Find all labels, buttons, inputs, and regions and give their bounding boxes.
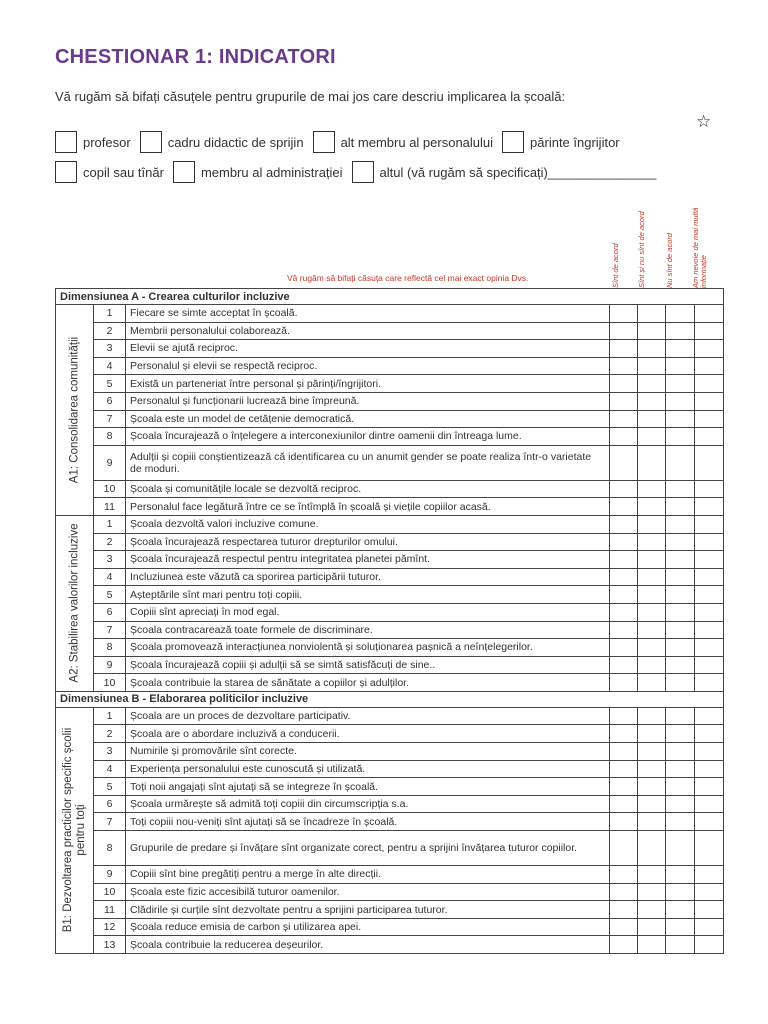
answer-cell[interactable] <box>610 813 638 831</box>
answer-cell[interactable] <box>610 621 638 639</box>
answer-cell[interactable] <box>666 918 695 936</box>
item-number: 5 <box>94 375 126 393</box>
item-text: Școala are o abordare incluzivă a conducerii. <box>126 725 610 743</box>
item-text: Personalul și funcționarii lucrează bine împreună. <box>126 392 610 410</box>
answer-cell[interactable] <box>610 586 638 604</box>
item-text: Incluziunea este văzută ca sporirea participării tuturor. <box>126 568 610 586</box>
answer-cell[interactable] <box>695 674 724 692</box>
item-text: Există un parteneriat între personal și părinți/îngrijitori. <box>126 375 610 393</box>
answer-cell[interactable] <box>695 639 724 657</box>
answer-cell[interactable] <box>666 795 695 813</box>
answer-cell[interactable] <box>638 795 666 813</box>
item-number: 4 <box>94 760 126 778</box>
answer-cell[interactable] <box>638 586 666 604</box>
answer-cell[interactable] <box>666 428 695 446</box>
checkbox-alt-membru[interactable] <box>313 131 335 153</box>
answer-column-header: Sînt și nu sînt de acord <box>637 211 646 288</box>
item-number: 1 <box>94 305 126 323</box>
answer-cell[interactable] <box>695 656 724 674</box>
answer-cell[interactable] <box>638 656 666 674</box>
section-label <box>56 305 94 516</box>
table-row <box>56 392 724 410</box>
answer-cell[interactable] <box>610 340 638 358</box>
answer-cell[interactable] <box>638 831 666 866</box>
item-text: Experiența personalului este cunoscută și utilizată. <box>126 760 610 778</box>
item-text: Școala urmărește să admită toți copiii din circumscripția s.a. <box>126 795 610 813</box>
answer-cell[interactable] <box>666 831 695 866</box>
answer-cell[interactable] <box>666 375 695 393</box>
item-number: 1 <box>94 707 126 725</box>
answer-cell[interactable] <box>695 866 724 884</box>
item-text: Școala contracarează toate formele de discriminare. <box>126 621 610 639</box>
checkbox-profesor[interactable] <box>55 131 77 153</box>
answer-cell[interactable] <box>638 375 666 393</box>
item-text: Școala este un model de cetățenie democratică. <box>126 410 610 428</box>
answer-cell[interactable] <box>695 340 724 358</box>
answer-cell[interactable] <box>695 743 724 761</box>
answer-column-header: Am nevoie de mai multă informație <box>691 207 708 288</box>
item-number: 3 <box>94 551 126 569</box>
answer-cell[interactable] <box>610 322 638 340</box>
item-text: Școala dezvoltă valori incluzive comune. <box>126 515 610 533</box>
answer-cell[interactable] <box>610 795 638 813</box>
answer-cell[interactable] <box>695 410 724 428</box>
checkbox-administratie[interactable] <box>173 161 195 183</box>
item-number: 9 <box>94 445 126 480</box>
answer-cell[interactable] <box>638 551 666 569</box>
answer-cell[interactable] <box>695 498 724 516</box>
item-number: 5 <box>94 586 126 604</box>
answer-cell[interactable] <box>666 392 695 410</box>
answer-cell[interactable] <box>638 883 666 901</box>
answer-cell[interactable] <box>695 760 724 778</box>
answer-column-header: Nu sînt de acord <box>665 232 674 288</box>
checkbox-parinte[interactable] <box>502 131 524 153</box>
answer-cell[interactable] <box>610 674 638 692</box>
answer-cell[interactable] <box>638 603 666 621</box>
respondent-options-row-2 <box>55 161 665 183</box>
table-row <box>56 375 724 393</box>
item-text: Școala încurajează respectul pentru integritatea planetei pămînt. <box>126 551 610 569</box>
answer-cell[interactable] <box>638 533 666 551</box>
table-row <box>56 760 724 778</box>
checkbox-label: copil sau tînăr <box>83 164 164 180</box>
answer-cell[interactable] <box>638 498 666 516</box>
answer-cell[interactable] <box>666 883 695 901</box>
table-row <box>56 515 724 533</box>
item-text: Școala și comunitățile locale se dezvoltă reciproc. <box>126 480 610 498</box>
answer-cell[interactable] <box>638 936 666 954</box>
table-row <box>56 743 724 761</box>
section-label <box>56 707 94 953</box>
answer-cell[interactable] <box>666 603 695 621</box>
item-text: Școala încurajează copiii și adulții să se simtă satisfăcuți de sine.. <box>126 656 610 674</box>
answer-cell[interactable] <box>610 568 638 586</box>
instruction-text: Vă rugăm să bifați căsuța care reflectă cel mai exact opinia Dvs. <box>287 273 529 283</box>
table-row <box>56 428 724 446</box>
answer-cell[interactable] <box>638 918 666 936</box>
answer-cell[interactable] <box>695 901 724 919</box>
checkbox-copil[interactable] <box>55 161 77 183</box>
answer-cell[interactable] <box>666 813 695 831</box>
table-row <box>56 656 724 674</box>
answer-cell[interactable] <box>610 901 638 919</box>
table-row <box>56 410 724 428</box>
answer-cell[interactable] <box>695 533 724 551</box>
item-number: 2 <box>94 725 126 743</box>
table-row <box>56 831 724 866</box>
item-text: Membrii personalului colaborează. <box>126 322 610 340</box>
item-number: 9 <box>94 656 126 674</box>
table-row <box>56 778 724 796</box>
table-row <box>56 725 724 743</box>
answer-cell[interactable] <box>695 831 724 866</box>
item-number: 6 <box>94 795 126 813</box>
item-number: 5 <box>94 778 126 796</box>
checkbox-cadru-didactic[interactable] <box>140 131 162 153</box>
item-number: 8 <box>94 831 126 866</box>
item-text: Toți copiii nou-veniți sînt ajutați să se încadreze în școală. <box>126 813 610 831</box>
answer-cell[interactable] <box>695 918 724 936</box>
answer-cell[interactable] <box>610 357 638 375</box>
answer-cell[interactable] <box>695 778 724 796</box>
answer-cell[interactable] <box>666 621 695 639</box>
dimension-title: Dimensiunea B - Elaborarea politicilor incluzive <box>56 691 724 707</box>
answer-cell[interactable] <box>638 760 666 778</box>
item-text: Copiii sînt apreciați în mod egal. <box>126 603 610 621</box>
answer-cell[interactable] <box>638 866 666 884</box>
answer-cell[interactable] <box>666 533 695 551</box>
answer-cell[interactable] <box>666 480 695 498</box>
answer-cell[interactable] <box>695 480 724 498</box>
answer-cell[interactable] <box>610 410 638 428</box>
answer-cell[interactable] <box>666 445 695 480</box>
answer-cell[interactable] <box>610 480 638 498</box>
answer-cell[interactable] <box>610 639 638 657</box>
answer-cell[interactable] <box>610 305 638 323</box>
table-row <box>56 498 724 516</box>
answer-cell[interactable] <box>695 392 724 410</box>
item-text: Școala încurajează o înțelegere a interconexiunilor dintre oamenii din întreaga lume. <box>126 428 610 446</box>
table-row <box>56 533 724 551</box>
answer-cell[interactable] <box>666 340 695 358</box>
answer-cell[interactable] <box>666 743 695 761</box>
table-row <box>56 674 724 692</box>
answer-cell[interactable] <box>638 305 666 323</box>
answer-cell[interactable] <box>610 498 638 516</box>
answer-cell[interactable] <box>610 551 638 569</box>
answer-cell[interactable] <box>695 428 724 446</box>
checkbox-label: membru al administrației <box>200 164 343 180</box>
answer-cell[interactable] <box>610 936 638 954</box>
answer-cell[interactable] <box>666 707 695 725</box>
answer-cell[interactable] <box>610 831 638 866</box>
answer-cell[interactable] <box>638 901 666 919</box>
item-number: 1 <box>94 515 126 533</box>
item-number: 2 <box>94 533 126 551</box>
item-number: 6 <box>94 603 126 621</box>
table-row <box>56 901 724 919</box>
section-label-text: A2: Stabilirea valorilor incluzive <box>68 523 80 683</box>
answer-cell[interactable] <box>638 707 666 725</box>
dimension-a-row <box>56 289 724 305</box>
table-row <box>56 322 724 340</box>
dimension-title: Dimensiunea A - Crearea culturilor incluzive <box>56 289 724 305</box>
answer-cell[interactable] <box>666 725 695 743</box>
table-row <box>56 707 724 725</box>
item-text: Școala încurajează respectarea tuturor drepturilor omului. <box>126 533 610 551</box>
answer-column-header: Sînt de acord <box>611 243 620 288</box>
item-number: 8 <box>94 639 126 657</box>
answer-cell[interactable] <box>666 305 695 323</box>
answer-cell[interactable] <box>666 936 695 954</box>
answer-cell[interactable] <box>695 305 724 323</box>
answer-cell[interactable] <box>695 586 724 604</box>
item-text: Toți noii angajați sînt ajutați să se integreze în școală. <box>126 778 610 796</box>
answer-cell[interactable] <box>638 445 666 480</box>
table-row <box>56 883 724 901</box>
answer-cell[interactable] <box>695 322 724 340</box>
answer-cell[interactable] <box>695 813 724 831</box>
item-text: Adulții și copiii conștientizează că identificarea cu un anumit gender se poate realiza într-o varietate de moduri. <box>126 445 610 480</box>
answer-cell[interactable] <box>666 866 695 884</box>
answer-cell[interactable] <box>666 498 695 516</box>
table-row <box>56 568 724 586</box>
answer-cell[interactable] <box>610 603 638 621</box>
answer-cell[interactable] <box>610 656 638 674</box>
table-row <box>56 639 724 657</box>
table-row <box>56 340 724 358</box>
answer-cell[interactable] <box>695 936 724 954</box>
answer-cell[interactable] <box>695 795 724 813</box>
answer-cell[interactable] <box>638 410 666 428</box>
answer-cell[interactable] <box>666 674 695 692</box>
item-number: 2 <box>94 322 126 340</box>
checkbox-label: alt membru al personalului <box>340 134 494 150</box>
table-row <box>56 918 724 936</box>
answer-cell[interactable] <box>695 357 724 375</box>
answer-cell[interactable] <box>638 621 666 639</box>
item-text: Școala promovează interacțiunea nonviolentă și soluționarea pașnică a neînțelegerilor. <box>126 639 610 657</box>
answer-cell[interactable] <box>666 322 695 340</box>
answer-cell[interactable] <box>695 707 724 725</box>
answer-cell[interactable] <box>638 322 666 340</box>
answer-cell[interactable] <box>610 375 638 393</box>
answer-cell[interactable] <box>610 445 638 480</box>
answer-cell[interactable] <box>666 568 695 586</box>
star-icon[interactable]: ☆ <box>696 112 712 131</box>
item-number: 6 <box>94 392 126 410</box>
item-number: 7 <box>94 813 126 831</box>
item-text: Școala este fizic accesibilă tuturor oamenilor. <box>126 883 610 901</box>
answer-cell[interactable] <box>610 428 638 446</box>
section-label-text: pentru toți <box>74 804 87 857</box>
section-label <box>56 515 94 691</box>
answer-cell[interactable] <box>610 533 638 551</box>
answer-cell[interactable] <box>610 743 638 761</box>
answer-cell[interactable] <box>638 340 666 358</box>
page-title: CHESTIONAR 1: INDICATORI <box>55 46 336 68</box>
answer-cell[interactable] <box>695 445 724 480</box>
answer-cell[interactable] <box>638 778 666 796</box>
item-number: 10 <box>94 674 126 692</box>
item-number: 8 <box>94 428 126 446</box>
answer-cell[interactable] <box>638 725 666 743</box>
answer-cell[interactable] <box>695 883 724 901</box>
answer-cell[interactable] <box>666 639 695 657</box>
answer-cell[interactable] <box>695 568 724 586</box>
answer-cell[interactable] <box>610 918 638 936</box>
answer-cell[interactable] <box>666 357 695 375</box>
checkbox-label: profesor <box>83 134 131 150</box>
answer-cell[interactable] <box>695 621 724 639</box>
answer-cell[interactable] <box>610 725 638 743</box>
answer-cell[interactable] <box>638 639 666 657</box>
answer-cell[interactable] <box>695 375 724 393</box>
answer-cell[interactable] <box>610 515 638 533</box>
item-number: 7 <box>94 410 126 428</box>
item-text: Personalul face legătură între ce se întîmplă în școală și viețile copiilor acasă. <box>126 498 610 516</box>
answer-cell[interactable] <box>610 392 638 410</box>
answer-cell[interactable] <box>610 883 638 901</box>
item-number: 7 <box>94 621 126 639</box>
answer-cell[interactable] <box>666 551 695 569</box>
item-number: 3 <box>94 743 126 761</box>
table-row <box>56 357 724 375</box>
answer-cell[interactable] <box>695 551 724 569</box>
questionnaire-table <box>55 288 724 954</box>
respondent-options-row-1 <box>55 131 629 153</box>
answer-cell[interactable] <box>638 480 666 498</box>
table-row <box>56 586 724 604</box>
item-text: Personalul și elevii se respectă reciproc. <box>126 357 610 375</box>
item-text: Școala contribuie la reducerea deșeurilor. <box>126 936 610 954</box>
item-text: Școala contribuie la starea de sănătate a copiilor și adulților. <box>126 674 610 692</box>
answer-cell[interactable] <box>695 725 724 743</box>
answer-cell[interactable] <box>638 813 666 831</box>
intro-text: Vă rugăm să bifați căsuțele pentru grupurile de mai jos care descriu implicarea la școală: <box>55 89 566 104</box>
answer-cell[interactable] <box>695 515 724 533</box>
answer-cell[interactable] <box>610 760 638 778</box>
item-text: Grupurile de predare și învățare sînt organizate corect, pentru a sprijini învățarea tuturor copiilor. <box>126 831 610 866</box>
answer-cell[interactable] <box>610 866 638 884</box>
section-label-text: B1: Dezvoltarea practicilor specific școlii <box>61 728 74 933</box>
checkbox-label: cadru didactic de sprijin <box>167 134 304 150</box>
table-row <box>56 813 724 831</box>
table-row <box>56 445 724 480</box>
answer-cell[interactable] <box>638 392 666 410</box>
answer-cell[interactable] <box>638 428 666 446</box>
item-number: 11 <box>94 498 126 516</box>
answer-cell[interactable] <box>666 656 695 674</box>
item-number: 3 <box>94 340 126 358</box>
checkbox-label: părinte îngrijitor <box>530 134 620 150</box>
answer-cell[interactable] <box>638 568 666 586</box>
section-label-text: A1: Consolidarea comunității <box>68 336 80 484</box>
table-row <box>56 551 724 569</box>
item-number: 13 <box>94 936 126 954</box>
table-row <box>56 603 724 621</box>
item-number: 12 <box>94 918 126 936</box>
item-number: 10 <box>94 883 126 901</box>
answer-cell[interactable] <box>638 357 666 375</box>
item-number: 9 <box>94 866 126 884</box>
item-text: Fiecare se simte acceptat în școală. <box>126 305 610 323</box>
answer-cell[interactable] <box>638 515 666 533</box>
item-text: Clădirile și curțile sînt dezvoltate pentru a sprijini participarea tuturor. <box>126 901 610 919</box>
answer-cell[interactable] <box>638 743 666 761</box>
item-text: Așteptările sînt mari pentru toți copiii. <box>126 586 610 604</box>
checkbox-label: altul (vă rugăm să specificați)_______________ <box>379 164 657 180</box>
table-row <box>56 480 724 498</box>
item-text: Copiii sînt bine pregătiți pentru a merge în alte direcții. <box>126 866 610 884</box>
answer-cell[interactable] <box>666 901 695 919</box>
dimension-b-row <box>56 691 724 707</box>
item-number: 11 <box>94 901 126 919</box>
item-number: 4 <box>94 568 126 586</box>
answer-cell[interactable] <box>695 603 724 621</box>
answer-cell[interactable] <box>610 707 638 725</box>
item-text: Școala are un proces de dezvoltare participativ. <box>126 707 610 725</box>
table-row <box>56 621 724 639</box>
answer-cell[interactable] <box>610 778 638 796</box>
answer-cell[interactable] <box>666 586 695 604</box>
answer-cell[interactable] <box>666 778 695 796</box>
table-row <box>56 866 724 884</box>
answer-cell[interactable] <box>666 760 695 778</box>
item-text: Școala reduce emisia de carbon și utilizarea apei. <box>126 918 610 936</box>
checkbox-altul[interactable] <box>352 161 374 183</box>
item-number: 10 <box>94 480 126 498</box>
table-row <box>56 305 724 323</box>
table-row <box>56 795 724 813</box>
item-number: 4 <box>94 357 126 375</box>
item-text: Elevii se ajută reciproc. <box>126 340 610 358</box>
answer-cell[interactable] <box>666 515 695 533</box>
table-row <box>56 936 724 954</box>
answer-cell[interactable] <box>666 410 695 428</box>
answer-cell[interactable] <box>638 674 666 692</box>
item-text: Numirile și promovările sînt corecte. <box>126 743 610 761</box>
